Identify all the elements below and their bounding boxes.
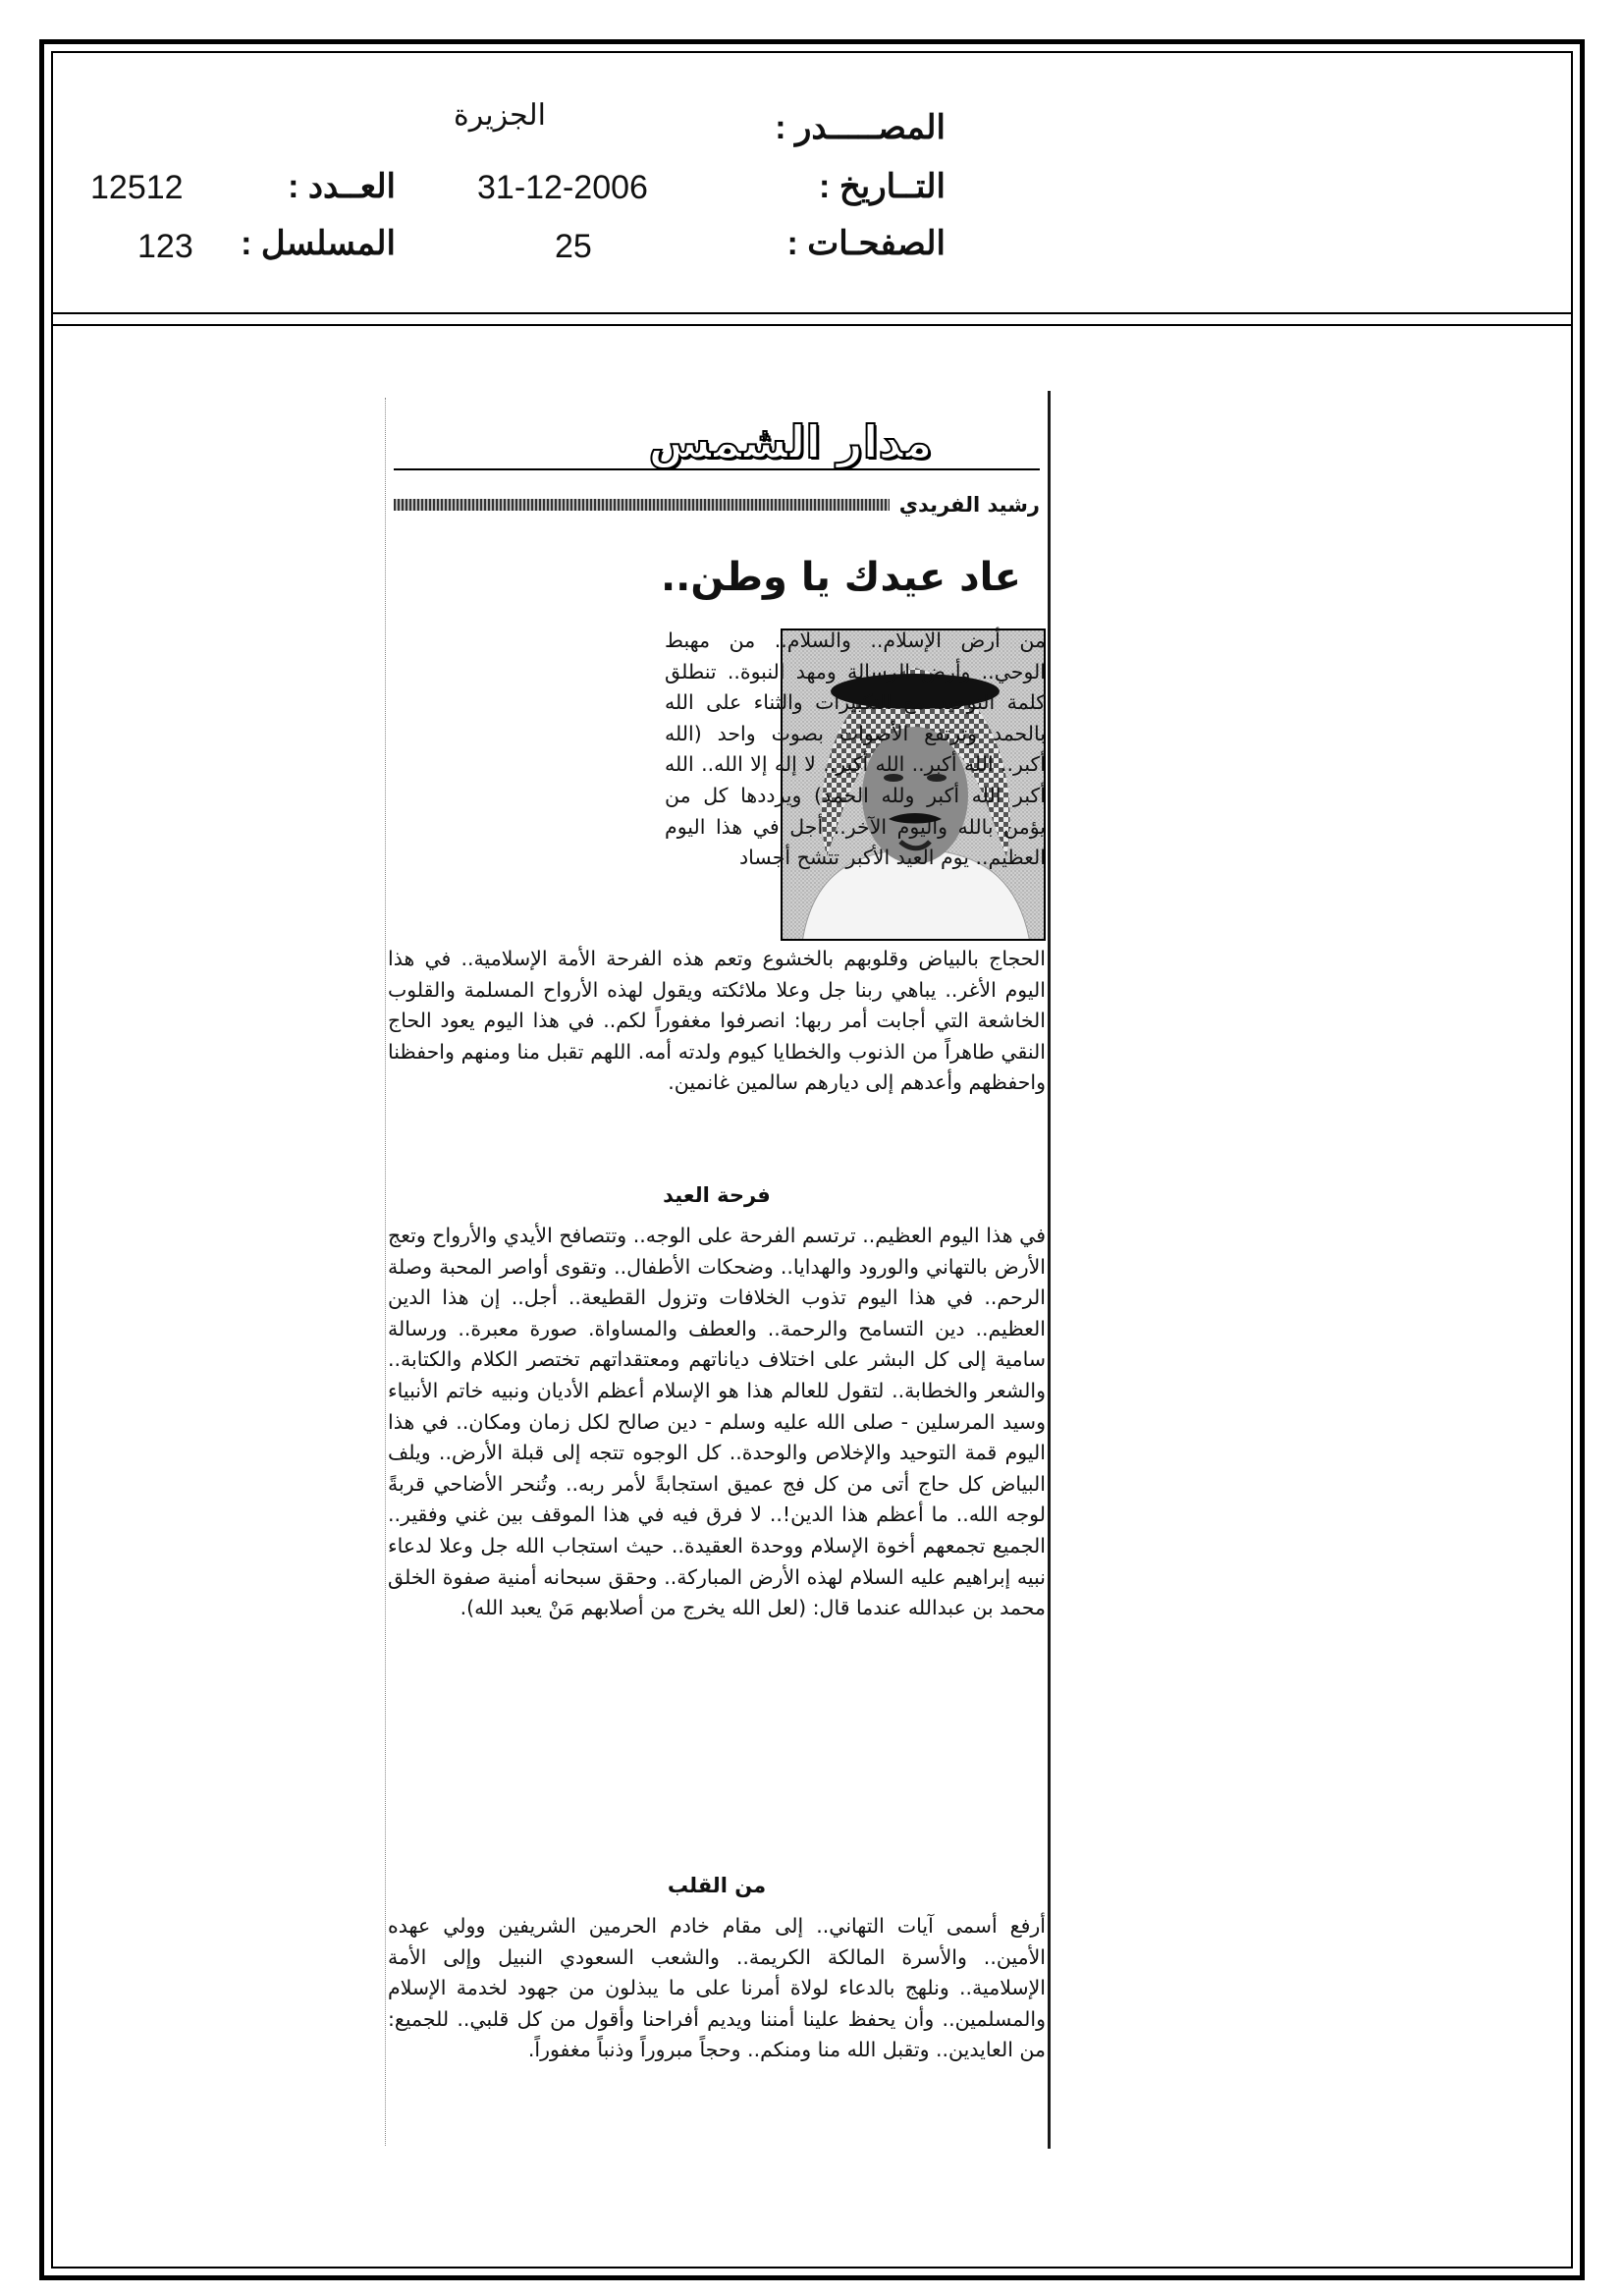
section-from-the-heart: أرفع أسمى آيات التهاني.. إلى مقام خادم الحرمين الشريفين وولي عهده الأمين.. والأسرة المالكة الكريمة.. والشعب السعودي النبيل وإلى الأمة الإسلامية.. ونلهج بالدعاء لولاة أمرنا على ما يبذلون من جهود لخدمة الإسلام والمسلمين.. وأن يحفظ علينا أمننا ويديم أفراحنا وأقول من كل قلبي.. للجميع: من العايدين.. وتقبل الله منا ومنكم.. وحجاً مبروراً وذنباً مغفوراً. bbox=[388, 1914, 1046, 2062]
section-eid-joy: في هذا اليوم العظيم.. ترتسم الفرحة على الوجه.. وتتصافح الأيدي والأرواح وتعج الأرض بالتهاني والورود والهدايا.. وضحكات الأطفال.. وتقوى أواصر المحبة وصلة الرحم.. في هذا اليوم تذوب الخلافات وتزول القطيعة.. أجل.. إن هذا الدين العظيم.. دين التسامح والرحمة.. والعطف والمساواة. صورة معبرة.. ورسالة سامية إلى كل البشر على اختلاف دياناتهم ومعتقداتهم تختصر الكلام والكتابة.. والشعر والخطابة.. لتقول للعالم هذا هو الإسلام أعظم الأديان ونبيه خاتم الأنبياء وسيد المرسلين - صلى الله عليه وسلم - دين صالح لكل زمان ومكان.. في هذا اليوم قمة التوحيد والإخلاص والوحدة.. كل الوجوه تتجه إلى قبلة الأرض.. ويلف البياض كل حاج أتى من كل فج عميق استجابةً لأمر ربه.. وتُنحر الأضاحي قربةً لوجه الله.. ما أعظم هذا الدين!.. لا فرق فيه في هذا الموقف بين غني وفقير.. الجميع تجمعهم أخوة الإسلام ووحدة العقيدة.. حيث استجاب الله جل وعلا لدعاء نبيه إبراهيم عليه السلام لهذه الأرض المباركة.. وحقق سبحانه أمنية صفوة الخلق محمد بن عبدالله عندما قال: (لعل الله يخرج من أصلابهم مَنْ يعبد الله). bbox=[388, 1224, 1046, 1620]
source-value: الجزيرة bbox=[454, 99, 547, 132]
subheading-from-the-heart: من القلب bbox=[667, 1874, 767, 1897]
pages-label: الصفحـات : bbox=[786, 225, 946, 262]
byline bbox=[394, 494, 1040, 516]
intro-continuation: الحجاج بالبياض وقلوبهم بالخشوع وتعم هذه الفرحة الأمة الإسلامية.. في هذا اليوم الأغر.. يباهي ربنا جل وعلا ملائكته ويقول لهذه الأرواح المسلمة والقلوب الخاشعة التي أجابت أمر ربها: انصرفوا مغفوراً لكم.. في هذا اليوم يعود الحاج النقي طاهراً من الذنوب والخطايا كيوم ولدته أمه. اللهم تقبل منا ومنهم واحفظنا واحفظهم وأعدهم إلى ديارهم سالمين غانمين. bbox=[388, 947, 1046, 1095]
clipping-edge bbox=[385, 398, 386, 2146]
header-divider bbox=[51, 312, 1573, 314]
intro-paragraph: من أرض الإسلام.. والسلام.. من مهبط الوحي.. وأرض الرسالة ومهد النبوة.. تنطلق كلمة التوحيد مع التكبيرات والثناء على الله بالحمد وترتفع الأصوات بصوت واحد (الله أكبر.. الله أكبر.. الله أكبر.. لا إله إلا الله.. الله أكبر الله أكبر ولله الحمد) ويرددها كل من يؤمن بالله واليوم الآخر.. أجل في هذا اليوم العظيم.. يوم العيد الأكبر تتشح أجساد bbox=[665, 629, 1046, 870]
date-label: التــاريخ : bbox=[819, 168, 946, 205]
headline: عاد عيدك يا وطن.. bbox=[660, 555, 1021, 600]
newspaper-clipping bbox=[388, 398, 1046, 2146]
header-divider-inner bbox=[51, 324, 1573, 326]
serial-label: المسلسل : bbox=[241, 225, 396, 262]
column-rule bbox=[1048, 391, 1051, 2149]
issue-label: العــدد : bbox=[288, 168, 396, 205]
subheading-eid-joy: فرحة العيد bbox=[663, 1183, 771, 1207]
pages-value: 25 bbox=[555, 228, 592, 265]
source-label: المصـــــدر : bbox=[775, 109, 946, 146]
author-name: رشيد الفريدي bbox=[898, 493, 1040, 517]
byline-pattern bbox=[394, 499, 890, 511]
date-value: 31-12-2006 bbox=[477, 169, 648, 206]
column-title: مدار الشمس bbox=[648, 415, 933, 468]
title-rule bbox=[394, 468, 1040, 470]
issue-value: 12512 bbox=[90, 169, 184, 206]
serial-value: 123 bbox=[137, 228, 193, 265]
